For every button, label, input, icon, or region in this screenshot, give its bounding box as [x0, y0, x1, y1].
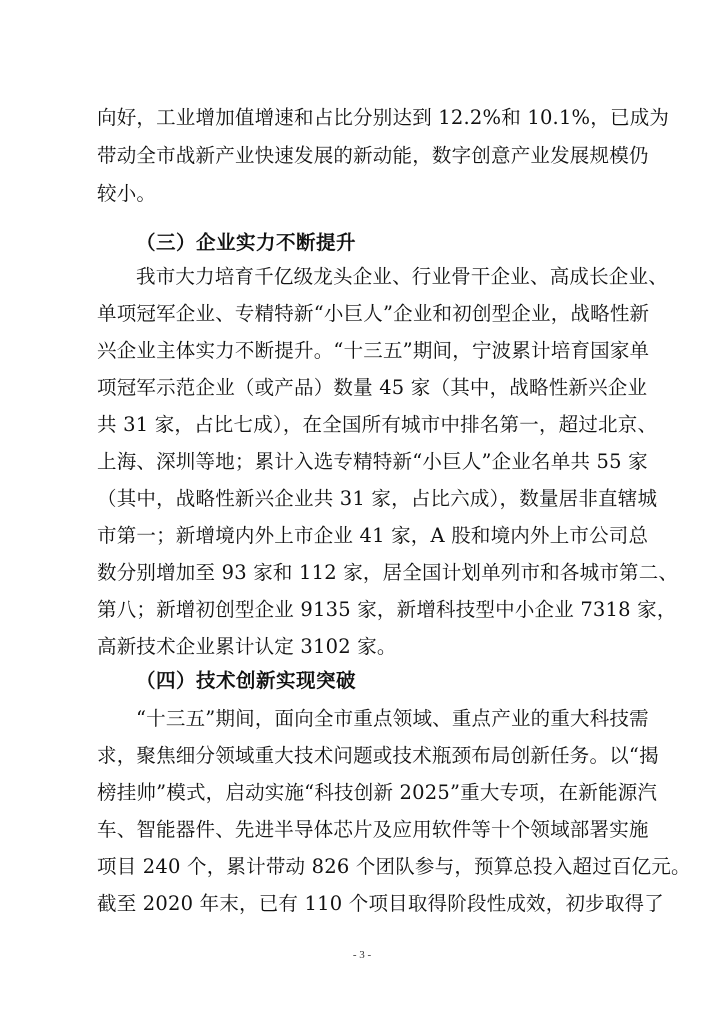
paragraph-line: “十三五”期间，面向全市重点领域、重点产业的重大科技需: [136, 707, 649, 730]
paragraph-line: 榜挂帅”模式，启动实施“科技创新 2025”重大专项，在新能源汽: [97, 781, 658, 804]
section-heading: （四）技术创新实现突破: [136, 669, 357, 692]
paragraph-line: 高新技术企业累计认定 3102 家。: [97, 635, 397, 658]
paragraph-line: 车、智能器件、先进半导体芯片及应用软件等十个领域部署实施: [97, 818, 649, 841]
paragraph-line: 项目 240 个，累计带动 826 个团队参与，预算总投入超过百亿元。: [97, 855, 691, 878]
paragraph-line: 单项冠军企业、专精特新“小巨人”企业和初创型企业，战略性新: [97, 302, 650, 325]
paragraph-line: 求，聚焦细分领域重大技术问题或技术瓶颈布局创新任务。以“揭: [97, 744, 659, 767]
paragraph-line: 项冠军示范企业（或产品）数量 45 家（其中，战略性新兴企业: [97, 376, 648, 399]
paragraph-line: 向好，工业增加值增速和占比分别达到 12.2%和 10.1%，已成为: [97, 106, 670, 129]
paragraph-line: 截至 2020 年末，已有 110 个项目取得阶段性成效，初步取得了: [97, 892, 664, 915]
paragraph-line: 我市大力培育千亿级龙头企业、行业骨干企业、高成长企业、: [136, 265, 668, 288]
paragraph-line: 市第一；新增境内外上市企业 41 家，A 股和境内外上市公司总: [97, 524, 649, 547]
paragraph-line: （其中，战略性新兴企业共 31 家，占比六成），数量居非直辖城: [97, 487, 658, 510]
paragraph-line: 带动全市战新产业快速发展的新动能，数字创意产业发展规模仍: [97, 144, 649, 167]
paragraph-line: 较小。: [97, 182, 157, 205]
page-number: - 3 -: [352, 949, 372, 961]
paragraph-line: 上海、深圳等地；累计入选专精特新“小巨人”企业名单共 55 家: [97, 450, 648, 473]
section-heading: （三）企业实力不断提升: [136, 231, 357, 254]
paragraph-line: 兴企业主体实力不断提升。“十三五”期间，宁波累计培育国家单: [97, 339, 650, 362]
paragraph-line: 数分别增加至 93 家和 112 家，居全国计划单列市和各城市第二、: [97, 561, 679, 584]
paragraph-line: 共 31 家，占比七成），在全国所有城市中排名第一，超过北京、: [97, 413, 658, 436]
paragraph-line: 第八；新增初创型企业 9135 家，新增科技型中小企业 7318 家，: [97, 598, 677, 621]
